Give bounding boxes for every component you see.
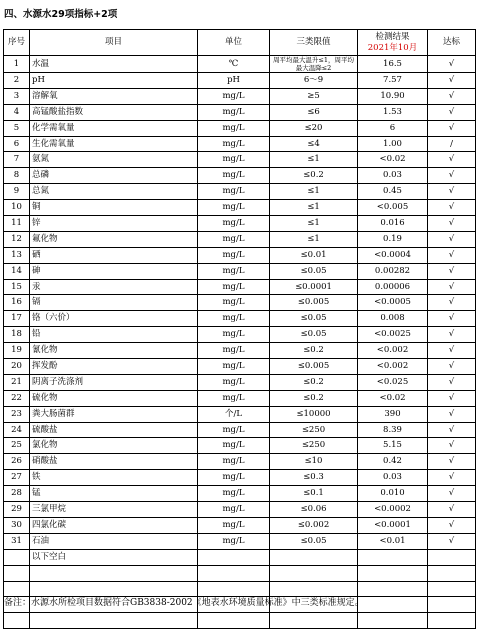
row-unit: mg/L: [198, 152, 270, 168]
table-row: [4, 486, 476, 502]
table-header-row: [4, 30, 476, 56]
row-limit: [270, 613, 358, 629]
row-item: 铬（六价）: [30, 311, 198, 327]
row-compliant: [428, 597, 476, 613]
row-item: 铜: [30, 200, 198, 216]
row-result: 0.010: [358, 486, 428, 502]
row-unit: mg/L: [198, 374, 270, 390]
row-index: [4, 549, 30, 565]
row-compliant: √: [428, 311, 476, 327]
row-compliant: √: [428, 486, 476, 502]
table-row: [4, 613, 476, 629]
table-row: [4, 136, 476, 152]
row-unit: mg/L: [198, 168, 270, 184]
table-row: [4, 565, 476, 581]
row-item: 氟化物: [30, 231, 198, 247]
row-index: 11: [4, 216, 30, 232]
row-compliant: √: [428, 200, 476, 216]
row-index: 19: [4, 343, 30, 359]
row-result: 1.00: [358, 136, 428, 152]
row-unit: mg/L: [198, 470, 270, 486]
row-result: <0.005: [358, 200, 428, 216]
row-index: 24: [4, 422, 30, 438]
row-limit: [270, 549, 358, 565]
table-row: [4, 263, 476, 279]
row-unit: mg/L: [198, 279, 270, 295]
row-compliant: √: [428, 104, 476, 120]
row-result: 0.03: [358, 470, 428, 486]
table-row: [4, 422, 476, 438]
row-item: 粪大肠菌群: [30, 406, 198, 422]
row-compliant: √: [428, 359, 476, 375]
row-item: 锌: [30, 216, 198, 232]
row-index: 5: [4, 120, 30, 136]
row-limit: ≤1: [270, 184, 358, 200]
row-limit: ≥5: [270, 88, 358, 104]
row-item: [30, 613, 198, 629]
row-result: <0.002: [358, 343, 428, 359]
row-unit: mg/L: [198, 533, 270, 549]
row-item: 镉: [30, 295, 198, 311]
row-item: [30, 565, 198, 581]
header-result-label: 检测结果: [375, 31, 410, 42]
row-index: 27: [4, 470, 30, 486]
row-result: 5.15: [358, 438, 428, 454]
row-result: [358, 581, 428, 597]
row-limit: ≤0.005: [270, 295, 358, 311]
row-unit: ℃: [198, 56, 270, 73]
row-limit: ≤1: [270, 216, 358, 232]
table-row: [4, 311, 476, 327]
header-limit: 三类限值: [270, 30, 358, 56]
row-compliant: √: [428, 73, 476, 89]
row-result: <0.0025: [358, 327, 428, 343]
row-item: 生化需氧量: [30, 136, 198, 152]
row-item: 硝酸盐: [30, 454, 198, 470]
row-unit: mg/L: [198, 390, 270, 406]
row-compliant: √: [428, 279, 476, 295]
row-compliant: √: [428, 231, 476, 247]
row-limit: ≤0.002: [270, 517, 358, 533]
row-result: 0.016: [358, 216, 428, 232]
table-row: [4, 216, 476, 232]
row-compliant: √: [428, 247, 476, 263]
row-unit: mg/L: [198, 184, 270, 200]
row-index: 3: [4, 88, 30, 104]
row-item: 锰: [30, 486, 198, 502]
row-compliant: √: [428, 263, 476, 279]
row-unit: mg/L: [198, 136, 270, 152]
row-index: 23: [4, 406, 30, 422]
row-limit: ≤6: [270, 104, 358, 120]
row-limit: ≤0.005: [270, 359, 358, 375]
row-limit: ≤250: [270, 438, 358, 454]
row-result: <0.002: [358, 359, 428, 375]
row-limit: ≤1: [270, 200, 358, 216]
row-unit: 个/L: [198, 406, 270, 422]
row-item: 高锰酸盐指数: [30, 104, 198, 120]
table-body: [4, 56, 476, 629]
table-row: [4, 502, 476, 518]
row-compliant: √: [428, 88, 476, 104]
row-compliant: [428, 549, 476, 565]
row-compliant: √: [428, 343, 476, 359]
row-compliant: √: [428, 327, 476, 343]
row-unit: mg/L: [198, 438, 270, 454]
row-limit: ≤4: [270, 136, 358, 152]
row-index: 8: [4, 168, 30, 184]
row-result: 0.008: [358, 311, 428, 327]
row-result: <0.0005: [358, 295, 428, 311]
row-compliant: √: [428, 470, 476, 486]
row-limit: ≤20: [270, 120, 358, 136]
row-item: 溶解氧: [30, 88, 198, 104]
row-limit: ≤0.1: [270, 486, 358, 502]
row-result: 390: [358, 406, 428, 422]
row-unit: mg/L: [198, 200, 270, 216]
table-row: [4, 152, 476, 168]
row-compliant: √: [428, 502, 476, 518]
row-unit: mg/L: [198, 231, 270, 247]
row-index: 26: [4, 454, 30, 470]
row-result: <0.025: [358, 374, 428, 390]
row-compliant: √: [428, 390, 476, 406]
row-limit: ≤0.05: [270, 327, 358, 343]
table-row: [4, 104, 476, 120]
row-limit: ≤0.05: [270, 263, 358, 279]
row-item: 总磷: [30, 168, 198, 184]
row-index: 2: [4, 73, 30, 89]
row-compliant: √: [428, 517, 476, 533]
row-compliant: √: [428, 533, 476, 549]
row-compliant: √: [428, 120, 476, 136]
table-row: [4, 88, 476, 104]
table-row: [4, 343, 476, 359]
row-result: 0.03: [358, 168, 428, 184]
table-row: [4, 327, 476, 343]
row-limit: ≤0.05: [270, 533, 358, 549]
row-item: 铅: [30, 327, 198, 343]
header-unit: 单位: [198, 30, 270, 56]
row-result: 1.53: [358, 104, 428, 120]
row-limit: [270, 565, 358, 581]
header-item: 项目: [30, 30, 198, 56]
row-unit: mg/L: [198, 263, 270, 279]
table-row: [4, 231, 476, 247]
row-item: 硫化物: [30, 390, 198, 406]
row-compliant: /: [428, 136, 476, 152]
row-index: [4, 613, 30, 629]
row-item: 硒: [30, 247, 198, 263]
row-compliant: √: [428, 422, 476, 438]
table-row: [4, 200, 476, 216]
row-compliant: √: [428, 438, 476, 454]
row-compliant: √: [428, 168, 476, 184]
row-result: <0.02: [358, 390, 428, 406]
row-index: 15: [4, 279, 30, 295]
row-index: 7: [4, 152, 30, 168]
row-unit: mg/L: [198, 311, 270, 327]
row-compliant: [428, 613, 476, 629]
table-row: [4, 390, 476, 406]
row-index: 6: [4, 136, 30, 152]
row-unit: mg/L: [198, 88, 270, 104]
row-limit: ≤0.2: [270, 343, 358, 359]
row-result: 16.5: [358, 56, 428, 73]
row-unit: [198, 613, 270, 629]
row-unit: mg/L: [198, 422, 270, 438]
row-item: 以下空白: [30, 549, 198, 565]
row-unit: [198, 565, 270, 581]
row-result: <0.01: [358, 533, 428, 549]
row-unit: mg/L: [198, 295, 270, 311]
row-unit: mg/L: [198, 216, 270, 232]
row-result: [358, 597, 428, 613]
row-unit: mg/L: [198, 120, 270, 136]
row-limit: 6～9: [270, 73, 358, 89]
row-unit: pH: [198, 73, 270, 89]
row-index: 22: [4, 390, 30, 406]
row-index: [4, 565, 30, 581]
row-index: 30: [4, 517, 30, 533]
row-item: 铁: [30, 470, 198, 486]
row-result: 0.19: [358, 231, 428, 247]
row-result: 0.42: [358, 454, 428, 470]
row-unit: mg/L: [198, 104, 270, 120]
table-row: [4, 533, 476, 549]
row-item: 化学需氧量: [30, 120, 198, 136]
row-limit: ≤0.2: [270, 168, 358, 184]
row-limit: 周平均最大温升≤1，周平均最大温降≤2: [270, 56, 358, 73]
table-row: [4, 470, 476, 486]
row-limit: ≤250: [270, 422, 358, 438]
row-limit: ≤0.0001: [270, 279, 358, 295]
row-result: <0.0001: [358, 517, 428, 533]
row-result: [358, 549, 428, 565]
table-row: [4, 517, 476, 533]
table-row: [4, 359, 476, 375]
row-unit: mg/L: [198, 359, 270, 375]
row-index: 31: [4, 533, 30, 549]
row-result: 8.39: [358, 422, 428, 438]
row-compliant: √: [428, 152, 476, 168]
row-item: 砷: [30, 263, 198, 279]
row-limit: ≤1: [270, 152, 358, 168]
row-unit: [198, 549, 270, 565]
row-item: 阴离子洗涤剂: [30, 374, 198, 390]
table-row: [4, 56, 476, 73]
row-index: 13: [4, 247, 30, 263]
row-compliant: √: [428, 406, 476, 422]
row-index: 20: [4, 359, 30, 375]
row-index: 1: [4, 56, 30, 73]
header-ok: 达标: [428, 30, 476, 56]
row-unit: mg/L: [198, 247, 270, 263]
row-index: 29: [4, 502, 30, 518]
row-compliant: √: [428, 374, 476, 390]
row-unit: mg/L: [198, 486, 270, 502]
table-row: [4, 406, 476, 422]
row-compliant: [428, 581, 476, 597]
row-index: 4: [4, 104, 30, 120]
row-unit: mg/L: [198, 502, 270, 518]
row-limit: ≤0.06: [270, 502, 358, 518]
footnote: 备注：水源水所检项目数据符合GB3838-2002《地表水环境质量标准》中三类标准规定。: [4, 598, 364, 608]
row-result: 10.90: [358, 88, 428, 104]
row-compliant: √: [428, 184, 476, 200]
row-item: 四氯化碳: [30, 517, 198, 533]
row-result: <0.0002: [358, 502, 428, 518]
row-result: 7.57: [358, 73, 428, 89]
header-result: [358, 30, 428, 56]
row-item: 三氯甲烷: [30, 502, 198, 518]
water-quality-table: [3, 29, 476, 629]
row-result: 6: [358, 120, 428, 136]
row-compliant: √: [428, 454, 476, 470]
row-unit: mg/L: [198, 343, 270, 359]
header-result-date: 2021年10月: [367, 42, 418, 53]
row-item: 总氮: [30, 184, 198, 200]
table-row: [4, 247, 476, 263]
row-limit: ≤0.3: [270, 470, 358, 486]
row-result: <0.0004: [358, 247, 428, 263]
table-row: [4, 295, 476, 311]
row-index: 10: [4, 200, 30, 216]
row-compliant: [428, 565, 476, 581]
row-item: 汞: [30, 279, 198, 295]
row-limit: ≤1: [270, 231, 358, 247]
row-unit: mg/L: [198, 454, 270, 470]
table-row: [4, 73, 476, 89]
table-row: [4, 120, 476, 136]
row-limit: ≤0.05: [270, 311, 358, 327]
header-idx: 序号: [4, 30, 30, 56]
row-limit: ≤10: [270, 454, 358, 470]
row-result: [358, 565, 428, 581]
row-item: 石油: [30, 533, 198, 549]
table-row: [4, 184, 476, 200]
row-limit: ≤0.01: [270, 247, 358, 263]
table-row: [4, 374, 476, 390]
row-index: 12: [4, 231, 30, 247]
table-row: [4, 438, 476, 454]
row-item: 水温: [30, 56, 198, 73]
row-index: 18: [4, 327, 30, 343]
row-result: <0.02: [358, 152, 428, 168]
row-item: 氨氮: [30, 152, 198, 168]
row-item: 氯化物: [30, 438, 198, 454]
section-title: 四、水源水29项指标+2项: [4, 9, 118, 20]
row-index: 16: [4, 295, 30, 311]
row-result: [358, 613, 428, 629]
row-result: 0.00006: [358, 279, 428, 295]
row-unit: mg/L: [198, 517, 270, 533]
row-result: 0.00282: [358, 263, 428, 279]
row-item: pH: [30, 73, 198, 89]
row-index: 14: [4, 263, 30, 279]
row-item: 氰化物: [30, 343, 198, 359]
row-index: 25: [4, 438, 30, 454]
row-item: 硫酸盐: [30, 422, 198, 438]
row-compliant: √: [428, 295, 476, 311]
row-limit: ≤0.2: [270, 374, 358, 390]
row-index: 28: [4, 486, 30, 502]
row-limit: ≤0.2: [270, 390, 358, 406]
row-index: 9: [4, 184, 30, 200]
row-item: 挥发酚: [30, 359, 198, 375]
row-limit: ≤10000: [270, 406, 358, 422]
row-compliant: √: [428, 216, 476, 232]
table-row: [4, 454, 476, 470]
table-row: [4, 168, 476, 184]
table-row: [4, 549, 476, 565]
row-index: 17: [4, 311, 30, 327]
row-unit: mg/L: [198, 327, 270, 343]
table-row: [4, 279, 476, 295]
row-index: 21: [4, 374, 30, 390]
row-compliant: √: [428, 56, 476, 73]
row-result: 0.45: [358, 184, 428, 200]
